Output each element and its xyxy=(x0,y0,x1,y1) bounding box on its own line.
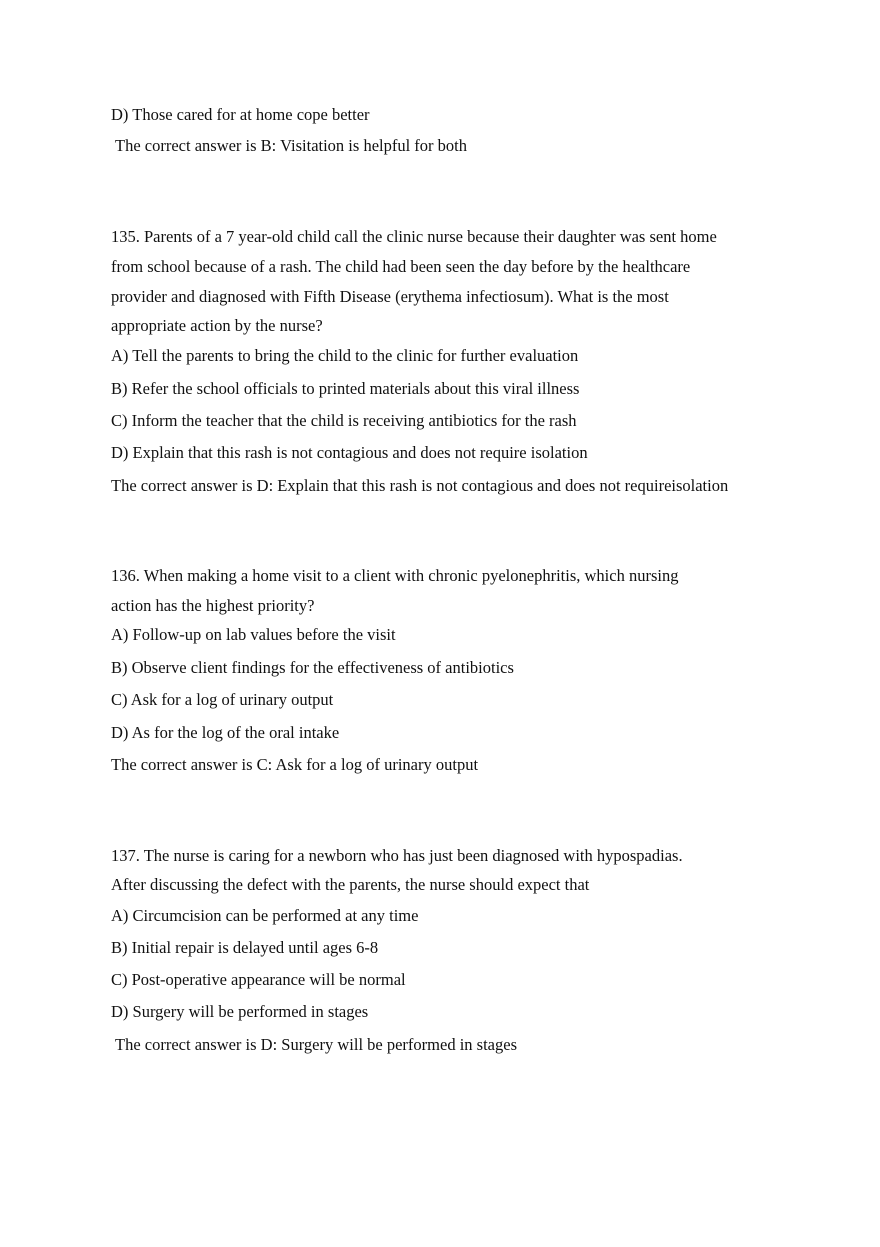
q137-option-b: B) Initial repair is delayed until ages 6-8 xyxy=(111,938,379,957)
q135-option-c: C) Inform the teacher that the child is receiving antibiotics for the rash xyxy=(111,411,577,430)
q136-option-b: B) Observe client findings for the effectiveness of antibiotics xyxy=(111,658,514,677)
previous-option-d: D) Those cared for at home cope better xyxy=(111,105,370,124)
q137-option-d: D) Surgery will be performed in stages xyxy=(111,1002,369,1021)
q136-option-d: D) As for the log of the oral intake xyxy=(111,723,340,742)
q135-option-b: B) Refer the school officials to printed materials about this viral illness xyxy=(111,379,580,398)
q137-option-c: C) Post-operative appearance will be normal xyxy=(111,970,406,989)
q136-option-c: C) Ask for a log of urinary output xyxy=(111,690,334,709)
q135-option-d: D) Explain that this rash is not contagious and does not require isolation xyxy=(111,443,588,462)
q135-stem-line: provider and diagnosed with Fifth Disease (erythema infectiosum). What is the most xyxy=(111,287,669,306)
q137-stem-line: After discussing the defect with the parents, the nurse should expect that xyxy=(111,875,590,894)
q137-answer: The correct answer is D: Surgery will be performed in stages xyxy=(115,1035,517,1054)
q136-stem-line: action has the highest priority? xyxy=(111,596,315,615)
q136-option-a: A) Follow-up on lab values before the visit xyxy=(111,625,396,644)
q136-answer: The correct answer is C: Ask for a log of urinary output xyxy=(111,755,479,774)
q135-option-a: A) Tell the parents to bring the child to the clinic for further evaluation xyxy=(111,346,579,365)
q135-stem-line: appropriate action by the nurse? xyxy=(111,316,323,335)
previous-answer: The correct answer is B: Visitation is helpful for both xyxy=(115,136,468,155)
q135-stem-line: 135. Parents of a 7 year-old child call the clinic nurse because their daughter was sent home xyxy=(111,227,717,246)
q137-stem-line: 137. The nurse is caring for a newborn who has just been diagnosed with hypospadias. xyxy=(111,846,683,865)
q136-stem-line: 136. When making a home visit to a client with chronic pyelonephritis, which nursing xyxy=(111,566,679,585)
q135-stem-line: from school because of a rash. The child had been seen the day before by the healthcare xyxy=(111,257,691,276)
q137-option-a: A) Circumcision can be performed at any time xyxy=(111,906,419,925)
q135-answer: The correct answer is D: Explain that this rash is not contagious and does not requireisolation xyxy=(111,476,729,495)
